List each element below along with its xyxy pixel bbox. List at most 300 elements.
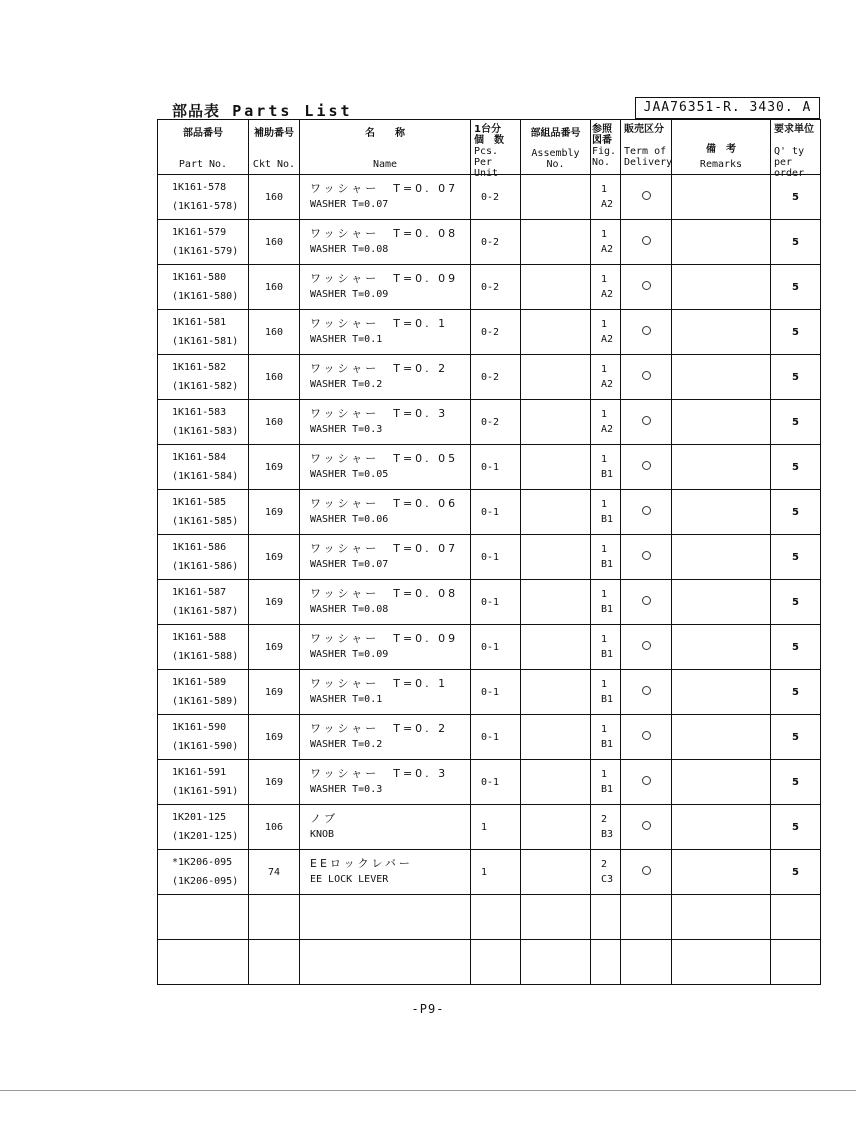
term-cell — [621, 715, 672, 760]
table-row — [158, 445, 821, 490]
name-jp: ワッシャー T=0. 2 — [310, 362, 449, 375]
fig-no: 2 — [601, 814, 608, 825]
col-fig-jp1: 参照 — [592, 124, 612, 135]
col-ckt-no-jp: 補助番号 — [254, 128, 294, 139]
fig-no: 1 — [601, 319, 608, 330]
part-no: 1K161-591 — [172, 767, 227, 778]
circle-icon — [642, 866, 651, 875]
part-no: 1K161-588 — [172, 632, 227, 643]
part-no-cell — [158, 175, 249, 220]
title-en: Parts List — [232, 102, 353, 120]
part-no-cell — [158, 355, 249, 400]
fig-grid: A2 — [601, 334, 614, 345]
col-fig-en2: No. — [592, 157, 611, 168]
page-number: -P9- — [411, 1002, 445, 1016]
table-row — [158, 355, 821, 400]
pcs-per-unit: 0-1 — [471, 445, 521, 490]
term-cell — [621, 220, 672, 265]
remarks — [672, 805, 771, 850]
pcs-per-unit: 0-1 — [471, 670, 521, 715]
name-jp: ワッシャー T=0. 1 — [310, 317, 449, 330]
name-en: WASHER T=0.09 — [310, 289, 389, 300]
circle-icon — [642, 506, 651, 515]
fig-grid: A2 — [601, 379, 614, 390]
qty-per-order: 5 — [771, 310, 821, 355]
circle-icon — [642, 821, 651, 830]
term-cell — [621, 400, 672, 445]
fig-grid: B1 — [601, 694, 614, 705]
col-part-no — [158, 120, 249, 175]
circle-icon — [642, 641, 651, 650]
page-title — [172, 100, 353, 121]
parts-table — [157, 119, 821, 985]
name-cell — [300, 265, 471, 310]
part-no: 1K161-586 — [172, 542, 227, 553]
fig-grid: B1 — [601, 784, 614, 795]
col-pcs-jp2: 個 数 — [474, 135, 504, 146]
fig-grid: B1 — [601, 514, 614, 525]
name-en: WASHER T=0.07 — [310, 559, 389, 570]
qty-per-order: 5 — [771, 760, 821, 805]
assembly-no — [521, 310, 591, 355]
part-no: 1K161-580 — [172, 272, 227, 283]
ckt-no: 169 — [249, 715, 300, 760]
fig-cell — [591, 760, 621, 805]
qty-per-order: 5 — [771, 445, 821, 490]
name-en: EE LOCK LEVER — [310, 874, 389, 885]
name-en: WASHER T=0.07 — [310, 199, 389, 210]
table-row — [158, 715, 821, 760]
col-remarks — [672, 120, 771, 175]
circle-icon — [642, 731, 651, 740]
table-row — [158, 580, 821, 625]
part-no-cell — [158, 625, 249, 670]
fig-cell — [591, 715, 621, 760]
circle-icon — [642, 236, 651, 245]
assembly-no — [521, 805, 591, 850]
col-pcs — [471, 120, 521, 179]
part-no: 1K161-581 — [172, 317, 227, 328]
part-no: *1K206-095 — [172, 857, 233, 868]
col-fig-en1: Fig. — [592, 146, 617, 157]
qty-per-order: 5 — [771, 670, 821, 715]
pcs-per-unit: 0-2 — [471, 310, 521, 355]
col-assembly-en: Assembly No. — [531, 148, 580, 170]
qty-per-order: 5 — [771, 490, 821, 535]
ckt-no: 169 — [249, 670, 300, 715]
remarks — [672, 400, 771, 445]
assembly-no — [521, 625, 591, 670]
name-jp: ワッシャー T=0. 05 — [310, 452, 459, 465]
fig-grid: B1 — [601, 649, 614, 660]
divider — [0, 1090, 856, 1091]
remarks — [672, 355, 771, 400]
ckt-no: 74 — [249, 850, 300, 895]
name-cell — [300, 580, 471, 625]
qty-per-order: 5 — [771, 400, 821, 445]
fig-grid: A2 — [601, 199, 614, 210]
ckt-no: 169 — [249, 580, 300, 625]
circle-icon — [642, 776, 651, 785]
remarks — [672, 265, 771, 310]
ckt-no: 169 — [249, 535, 300, 580]
assembly-no — [521, 760, 591, 805]
term-cell — [621, 760, 672, 805]
fig-no: 1 — [601, 409, 608, 420]
fig-cell — [591, 355, 621, 400]
part-no-alt: (1K161-581) — [172, 336, 239, 347]
name-jp: ワッシャー T=0. 3 — [310, 407, 449, 420]
fig-grid: B1 — [601, 739, 614, 750]
remarks — [672, 310, 771, 355]
fig-cell — [591, 850, 621, 895]
remarks — [672, 445, 771, 490]
remarks — [672, 760, 771, 805]
name-jp: ワッシャー T=0. 3 — [310, 767, 449, 780]
fig-cell — [591, 310, 621, 355]
circle-icon — [642, 326, 651, 335]
part-no: 1K161-582 — [172, 362, 227, 373]
name-jp: ワッシャー T=0. 09 — [310, 632, 459, 645]
fig-no: 1 — [601, 589, 608, 600]
remarks — [672, 715, 771, 760]
name-en: WASHER T=0.1 — [310, 334, 383, 345]
name-jp: ワッシャー T=0. 2 — [310, 722, 449, 735]
part-no: 1K161-589 — [172, 677, 227, 688]
assembly-no — [521, 220, 591, 265]
col-fig-jp2: 図番 — [592, 135, 612, 146]
name-cell — [300, 715, 471, 760]
qty-per-order: 5 — [771, 535, 821, 580]
term-cell — [621, 355, 672, 400]
ckt-no: 169 — [249, 490, 300, 535]
pcs-per-unit: 0-1 — [471, 760, 521, 805]
table-row — [158, 850, 821, 895]
part-no-alt: (1K161-585) — [172, 516, 239, 527]
col-term-jp: 販売区分 — [624, 124, 664, 135]
col-remarks-en: Remarks — [699, 159, 743, 170]
assembly-no — [521, 670, 591, 715]
table-row — [158, 175, 821, 220]
fig-no: 1 — [601, 274, 608, 285]
part-no-cell — [158, 715, 249, 760]
part-no-cell — [158, 265, 249, 310]
col-qty-en1: Q' ty per — [774, 146, 805, 168]
term-cell — [621, 535, 672, 580]
col-assembly — [521, 120, 591, 175]
assembly-no — [521, 850, 591, 895]
term-cell — [621, 670, 672, 715]
part-no: 1K201-125 — [172, 812, 227, 823]
part-no-cell — [158, 580, 249, 625]
part-no-alt: (1K161-587) — [172, 606, 239, 617]
part-no-alt: (1K161-580) — [172, 291, 239, 302]
col-pcs-en2: Unit — [474, 168, 499, 179]
empty-row — [158, 940, 821, 985]
name-jp: EEロックレバー — [310, 857, 413, 870]
part-no-alt: (1K161-589) — [172, 696, 239, 707]
pcs-per-unit: 0-1 — [471, 580, 521, 625]
fig-no: 2 — [601, 859, 608, 870]
qty-per-order: 5 — [771, 805, 821, 850]
fig-grid: A2 — [601, 424, 614, 435]
term-cell — [621, 445, 672, 490]
part-no: 1K161-583 — [172, 407, 227, 418]
col-pcs-en1: Pcs. Per — [474, 146, 499, 168]
part-no-cell — [158, 220, 249, 265]
remarks — [672, 625, 771, 670]
remarks — [672, 535, 771, 580]
name-cell — [300, 850, 471, 895]
table-row — [158, 625, 821, 670]
col-name-en: Name — [372, 159, 398, 170]
table-row — [158, 670, 821, 715]
assembly-no — [521, 175, 591, 220]
col-name-jp: 名 称 — [365, 128, 405, 139]
pcs-per-unit: 0-1 — [471, 715, 521, 760]
part-no-alt: (1K161-591) — [172, 786, 239, 797]
part-no-cell — [158, 805, 249, 850]
name-en: WASHER T=0.3 — [310, 784, 383, 795]
term-cell — [621, 175, 672, 220]
col-term-en2: Delivery — [624, 157, 673, 168]
fig-grid: B1 — [601, 469, 614, 480]
part-no-cell — [158, 670, 249, 715]
name-en: WASHER T=0.2 — [310, 379, 383, 390]
part-no-alt: (1K161-588) — [172, 651, 239, 662]
qty-per-order: 5 — [771, 850, 821, 895]
col-ckt-no — [249, 120, 300, 175]
fig-no: 1 — [601, 184, 608, 195]
name-jp: ノブ — [310, 812, 338, 825]
ckt-no: 160 — [249, 220, 300, 265]
name-en: WASHER T=0.08 — [310, 604, 389, 615]
name-cell — [300, 445, 471, 490]
part-no: 1K161-590 — [172, 722, 227, 733]
pcs-per-unit: 0-2 — [471, 265, 521, 310]
part-no-alt: (1K161-578) — [172, 201, 239, 212]
circle-icon — [642, 596, 651, 605]
part-no-alt: (1K161-586) — [172, 561, 239, 572]
fig-grid: A2 — [601, 244, 614, 255]
pcs-per-unit: 0-2 — [471, 175, 521, 220]
assembly-no — [521, 265, 591, 310]
pcs-per-unit: 0-1 — [471, 625, 521, 670]
part-no-alt: (1K161-579) — [172, 246, 239, 257]
pcs-per-unit: 0-1 — [471, 535, 521, 580]
circle-icon — [642, 371, 651, 380]
col-pcs-jp1: 1台分 — [474, 124, 501, 135]
name-jp: ワッシャー T=0. 09 — [310, 272, 459, 285]
part-no-cell — [158, 535, 249, 580]
name-en: WASHER T=0.06 — [310, 514, 389, 525]
name-jp: ワッシャー T=0. 1 — [310, 677, 449, 690]
term-cell — [621, 805, 672, 850]
part-no-cell — [158, 445, 249, 490]
assembly-no — [521, 535, 591, 580]
circle-icon — [642, 551, 651, 560]
name-en: WASHER T=0.08 — [310, 244, 389, 255]
name-cell — [300, 535, 471, 580]
term-cell — [621, 310, 672, 355]
ckt-no: 160 — [249, 400, 300, 445]
part-no-alt: (1K161-582) — [172, 381, 239, 392]
qty-per-order: 5 — [771, 625, 821, 670]
pcs-per-unit: 0-1 — [471, 490, 521, 535]
fig-no: 1 — [601, 544, 608, 555]
part-no-alt: (1K161-590) — [172, 741, 239, 752]
col-qty — [771, 120, 821, 179]
term-cell — [621, 580, 672, 625]
ckt-no: 160 — [249, 265, 300, 310]
header-row — [158, 120, 821, 175]
assembly-no — [521, 445, 591, 490]
name-en: KNOB — [310, 829, 335, 840]
name-cell — [300, 625, 471, 670]
fig-cell — [591, 175, 621, 220]
fig-grid: B1 — [601, 559, 614, 570]
table-row — [158, 400, 821, 445]
term-cell — [621, 625, 672, 670]
name-en: WASHER T=0.2 — [310, 739, 383, 750]
qty-per-order: 5 — [771, 220, 821, 265]
table-row — [158, 310, 821, 355]
remarks — [672, 850, 771, 895]
name-en: WASHER T=0.3 — [310, 424, 383, 435]
name-cell — [300, 355, 471, 400]
qty-per-order: 5 — [771, 265, 821, 310]
name-cell — [300, 670, 471, 715]
col-fig — [591, 120, 621, 175]
assembly-no — [521, 580, 591, 625]
name-jp: ワッシャー T=0. 08 — [310, 227, 459, 240]
name-jp: ワッシャー T=0. 06 — [310, 497, 459, 510]
remarks — [672, 175, 771, 220]
ckt-no: 169 — [249, 625, 300, 670]
part-no-alt: (1K201-125) — [172, 831, 239, 842]
circle-icon — [642, 686, 651, 695]
col-remarks-jp: 備 考 — [706, 144, 736, 155]
fig-cell — [591, 265, 621, 310]
col-term — [621, 120, 672, 175]
name-cell — [300, 310, 471, 355]
name-jp: ワッシャー T=0. 07 — [310, 542, 459, 555]
remarks — [672, 490, 771, 535]
part-no-cell — [158, 760, 249, 805]
fig-grid: B1 — [601, 604, 614, 615]
fig-no: 1 — [601, 454, 608, 465]
ckt-no: 160 — [249, 175, 300, 220]
pcs-per-unit: 0-2 — [471, 400, 521, 445]
qty-per-order: 5 — [771, 175, 821, 220]
remarks — [672, 580, 771, 625]
table-row — [158, 265, 821, 310]
fig-cell — [591, 805, 621, 850]
fig-no: 1 — [601, 634, 608, 645]
term-cell — [621, 265, 672, 310]
part-no-alt: (1K206-095) — [172, 876, 239, 887]
part-no: 1K161-579 — [172, 227, 227, 238]
col-qty-en2: order — [774, 168, 805, 179]
table-row — [158, 805, 821, 850]
col-part-no-jp: 部品番号 — [183, 128, 223, 139]
fig-cell — [591, 580, 621, 625]
pcs-per-unit: 0-2 — [471, 220, 521, 265]
fig-no: 1 — [601, 364, 608, 375]
fig-no: 1 — [601, 724, 608, 735]
name-cell — [300, 805, 471, 850]
col-qty-jp: 要求単位 — [774, 124, 814, 135]
remarks — [672, 220, 771, 265]
fig-grid: C3 — [601, 874, 614, 885]
name-jp: ワッシャー T=0. 07 — [310, 182, 459, 195]
col-ckt-no-en: Ckt No. — [252, 159, 296, 170]
fig-no: 1 — [601, 769, 608, 780]
document-number: JAA76351-R. 3430. A — [635, 97, 820, 119]
term-cell — [621, 850, 672, 895]
fig-cell — [591, 670, 621, 715]
circle-icon — [642, 461, 651, 470]
fig-grid: B3 — [601, 829, 614, 840]
fig-cell — [591, 220, 621, 265]
part-no-cell — [158, 310, 249, 355]
col-term-en1: Term of — [624, 146, 667, 157]
assembly-no — [521, 400, 591, 445]
pcs-per-unit: 1 — [471, 805, 521, 850]
pcs-per-unit: 0-2 — [471, 355, 521, 400]
table-row — [158, 220, 821, 265]
table-row — [158, 490, 821, 535]
assembly-no — [521, 355, 591, 400]
qty-per-order: 5 — [771, 355, 821, 400]
name-cell — [300, 490, 471, 535]
fig-cell — [591, 445, 621, 490]
remarks — [672, 670, 771, 715]
assembly-no — [521, 490, 591, 535]
circle-icon — [642, 416, 651, 425]
name-en: WASHER T=0.1 — [310, 694, 383, 705]
col-part-no-en: Part No. — [178, 159, 228, 170]
part-no-alt: (1K161-583) — [172, 426, 239, 437]
name-cell — [300, 400, 471, 445]
circle-icon — [642, 191, 651, 200]
qty-per-order: 5 — [771, 715, 821, 760]
ckt-no: 106 — [249, 805, 300, 850]
table-row — [158, 535, 821, 580]
empty-row — [158, 895, 821, 940]
fig-cell — [591, 625, 621, 670]
part-no: 1K161-585 — [172, 497, 227, 508]
col-name — [300, 120, 471, 175]
name-cell — [300, 175, 471, 220]
part-no: 1K161-578 — [172, 182, 227, 193]
ckt-no: 169 — [249, 760, 300, 805]
fig-no: 1 — [601, 499, 608, 510]
fig-no: 1 — [601, 229, 608, 240]
ckt-no: 160 — [249, 355, 300, 400]
ckt-no: 160 — [249, 310, 300, 355]
name-jp: ワッシャー T=0. 08 — [310, 587, 459, 600]
part-no: 1K161-584 — [172, 452, 227, 463]
qty-per-order: 5 — [771, 580, 821, 625]
fig-cell — [591, 535, 621, 580]
circle-icon — [642, 281, 651, 290]
title-jp: 部品表 — [172, 102, 221, 120]
ckt-no: 169 — [249, 445, 300, 490]
name-en: WASHER T=0.09 — [310, 649, 389, 660]
part-no-alt: (1K161-584) — [172, 471, 239, 482]
part-no-cell — [158, 400, 249, 445]
